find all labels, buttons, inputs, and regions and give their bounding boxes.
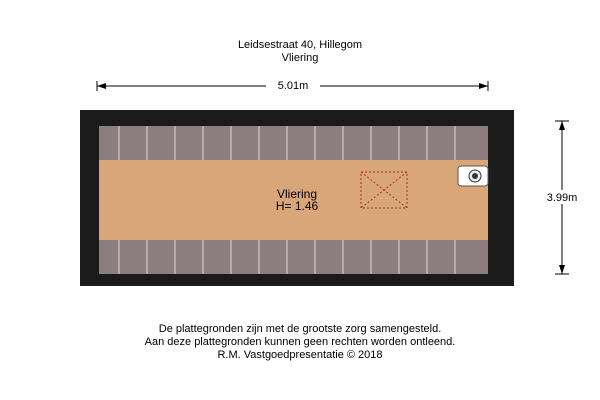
width-label: 5.01m	[277, 80, 309, 92]
copyright-line: R.M. Vastgoedpresentatie © 2018	[217, 349, 383, 361]
room-name: Vliering	[276, 187, 318, 201]
disclaimer-line-2: Aan deze plattegronden kunnen geen rechten worden ontleend.	[144, 336, 456, 348]
depth-dimension	[536, 121, 588, 274]
roof-slope-bottom	[99, 240, 488, 274]
width-dimension	[97, 78, 488, 92]
room-height: H= 1.46	[275, 199, 319, 213]
depth-label: 3.99m	[546, 192, 578, 204]
roof-slope-top	[99, 126, 488, 160]
address-title: Leidsestraat 40, Hillegom	[237, 39, 363, 51]
floor-title: Vliering	[281, 52, 319, 64]
boiler-icon	[458, 166, 488, 186]
disclaimer-line-1: De plattegronden zijn met de grootste zorg samengesteld.	[158, 323, 442, 335]
